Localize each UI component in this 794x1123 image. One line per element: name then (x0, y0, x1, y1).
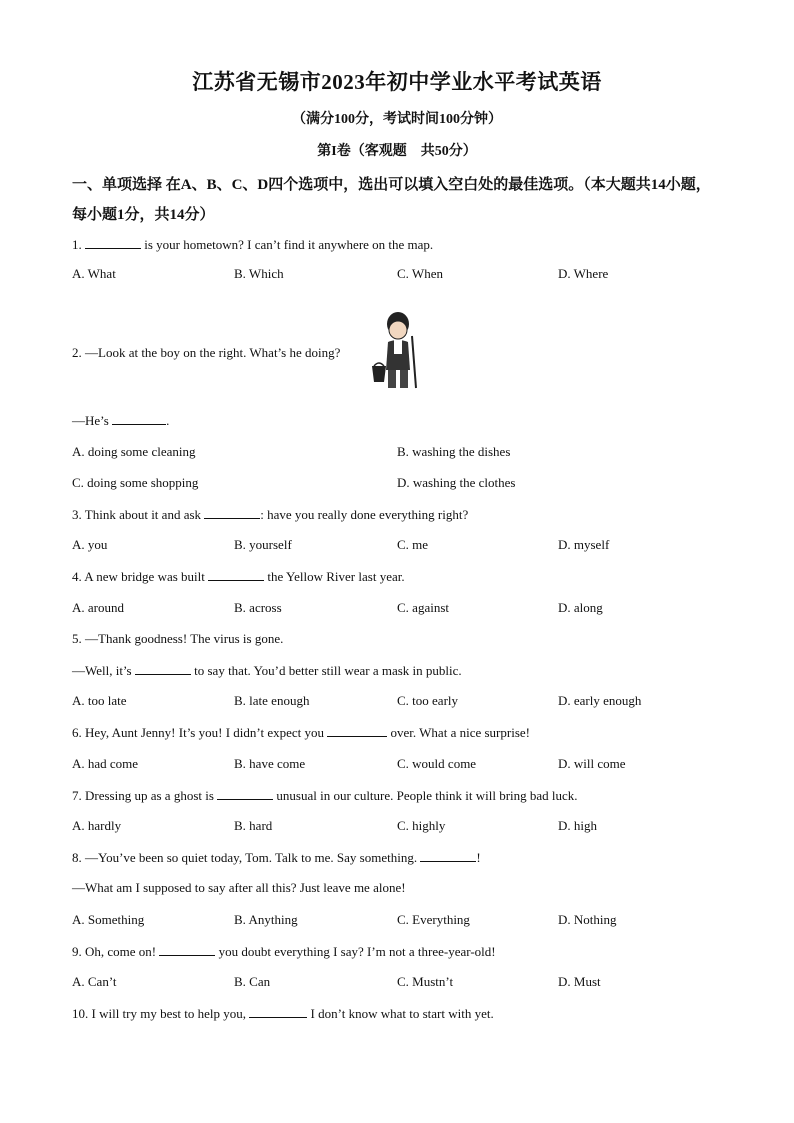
answer-blank (327, 724, 387, 737)
question-3-stem: 3. Think about it and ask : have you really done everything right? (72, 507, 469, 522)
q1-option-d: D. Where (558, 266, 609, 281)
q6-option-d: D. will come (558, 756, 626, 771)
question-6-stem: 6. Hey, Aunt Jenny! It’s you! I didn’t expect you over. What a nice surprise! (72, 725, 530, 740)
answer-blank (217, 787, 273, 800)
q2-option-d: D. washing the clothes (397, 475, 516, 490)
part-heading: 第I卷（客观题 共50分） (317, 144, 477, 159)
answer-blank (208, 568, 264, 581)
q5-option-a: A. too late (72, 693, 127, 708)
q2-option-c: C. doing some shopping (72, 475, 199, 490)
q9-option-c: C. Mustn’t (397, 974, 454, 989)
exam-subtitle: （满分100分，考试时间100分钟） (292, 112, 502, 127)
q4-option-b: B. across (234, 600, 282, 615)
q1-option-c: C. When (397, 266, 443, 281)
question-4-stem: 4. A new bridge was built the Yellow River last year. (72, 569, 405, 584)
q3-option-b: B. yourself (234, 537, 292, 552)
q6-option-b: B. have come (234, 756, 306, 771)
q2-option-a: A. doing some cleaning (72, 444, 196, 459)
q5-option-d: D. early enough (558, 693, 642, 708)
question-2-reply: —He’s . (72, 413, 170, 428)
answer-blank (135, 662, 191, 675)
q7-option-b: B. hard (234, 818, 273, 833)
q8-option-b: B. Anything (234, 912, 298, 927)
q3-option-d: D. myself (558, 537, 610, 552)
q8-option-d: D. Nothing (558, 912, 617, 927)
q7-option-d: D. high (558, 818, 597, 833)
q6-option-a: A. had come (72, 756, 139, 771)
q9-option-b: B. Can (234, 974, 271, 989)
answer-blank (85, 236, 141, 249)
boy-cleaning-illustration (368, 310, 424, 392)
question-8-stem: 8. —You’ve been so quiet today, Tom. Talk to me. Say something. ! (72, 850, 481, 865)
answer-blank (112, 412, 166, 425)
q4-option-d: D. along (558, 600, 603, 615)
question-7-stem: 7. Dressing up as a ghost is unusual in our culture. People think it will bring bad luck. (72, 788, 578, 803)
q3-option-c: C. me (397, 537, 429, 552)
question-5-reply: —Well, it’s to say that. You’d better still wear a mask in public. (72, 663, 462, 678)
q4-option-c: C. against (397, 600, 449, 615)
q9-option-a: A. Can’t (72, 974, 117, 989)
q3-option-a: A. you (72, 537, 108, 552)
q5-option-c: C. too early (397, 693, 459, 708)
q7-option-c: C. highly (397, 818, 446, 833)
q1-option-a: A. What (72, 266, 116, 281)
question-10-stem: 10. I will try my best to help you, I don’t know what to start with yet. (72, 1006, 494, 1021)
exam-title: 江苏省无锡市2023年初中学业水平考试英语 (192, 70, 602, 94)
q8-option-c: C. Everything (397, 912, 470, 927)
question-8-reply: —What am I supposed to say after all this? Just leave me alone! (72, 880, 406, 895)
q8-option-a: A. Something (72, 912, 145, 927)
question-5-stem: 5. —Thank goodness! The virus is gone. (72, 631, 284, 646)
q1-option-b: B. Which (234, 266, 284, 281)
answer-blank (159, 943, 215, 956)
q7-option-a: A. hardly (72, 818, 122, 833)
q9-option-d: D. Must (558, 974, 601, 989)
question-2-stem: 2. —Look at the boy on the right. What’s he doing? (72, 345, 341, 360)
q6-option-c: C. would come (397, 756, 477, 771)
question-9-stem: 9. Oh, come on! you doubt everything I say? I’m not a three-year-old! (72, 944, 496, 959)
q2-option-b: B. washing the dishes (397, 444, 511, 459)
answer-blank (204, 506, 260, 519)
question-1-stem: 1. is your hometown? I can’t find it anywhere on the map. (72, 237, 434, 252)
answer-blank (420, 849, 476, 862)
section-instructions: 一、单项选择 在A、B、C、D四个选项中，选出可以填入空白处的最佳选项。（本大题共14小题，每小题1分，共14分） (72, 177, 711, 223)
q4-option-a: A. around (72, 600, 124, 615)
answer-blank (249, 1005, 307, 1018)
q5-option-b: B. late enough (234, 693, 310, 708)
